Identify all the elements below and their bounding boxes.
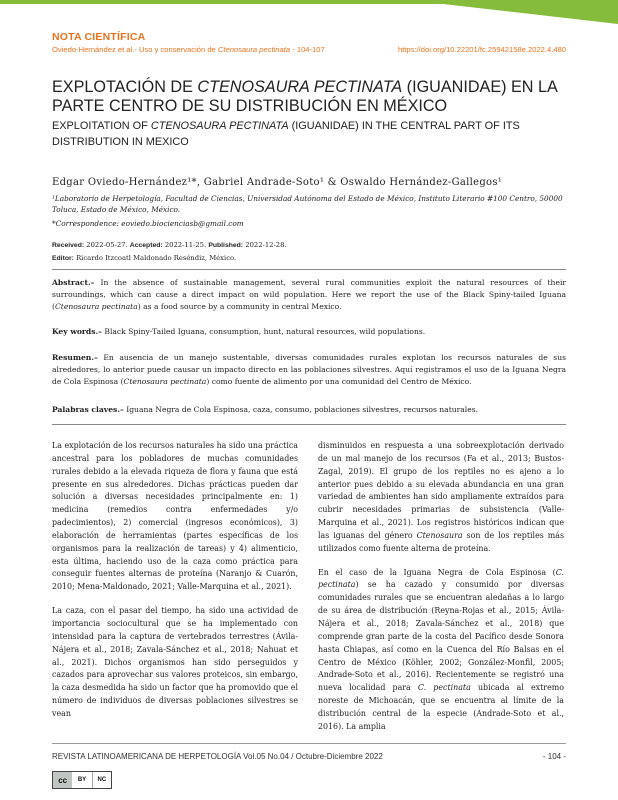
- page-number: - 104 -: [542, 752, 566, 761]
- keywords-english: Key words.– Black Spiny-Tailed Iguana, consumption, hunt, natural resources, wild populations.: [52, 327, 426, 336]
- author-list: Edgar Oviedo-Hernández¹*, Gabriel Andrade-Soto¹ & Oswaldo Hernández-Gallegos¹: [52, 177, 503, 188]
- editor-line: Editor: Ricardo Itzcoatl Maldonado Reséndiz, México.: [52, 254, 237, 262]
- cc-icon: cc: [53, 772, 72, 788]
- noncommercial-icon: NC: [92, 772, 111, 788]
- journal-footer: REVISTA LATINOAMERICANA DE HERPETOLOGÍA Vol.05 No.04 / Octubre-Diciembre 2022: [52, 752, 383, 761]
- abstract-spanish: Resumen.– En ausencia de un manejo sustentable, diversas comunidades rurales explotan los recursos naturales de sus alrededores, lo anterior puede causar un impacto directo en las poblaciones silvestres. Aquí registramos el uso de la Iguana Negra de Cola Espinosa (Ctenosaura pectinata) como fuente de alimento por una comunidad del Centro de México.: [52, 353, 566, 386]
- divider-bottom: [52, 424, 566, 425]
- article-title-english: EXPLOITATION OF CTENOSAURA PECTINATA (IGUANIDAE) IN THE CENTRAL PART OF ITS DISTRIBUTION IN MEXICO: [52, 120, 520, 148]
- body-column-right: [318, 440, 564, 734]
- section-label: NOTA CIENTÍFICA: [52, 31, 146, 43]
- header-green-corner: [408, 0, 618, 24]
- creative-commons-license-badge[interactable]: [52, 771, 112, 789]
- body-paragraph: disminuidos en respuesta a una sobreexplotación derivado de un mal manejo de los recursos (Fa et al., 2013; Bustos-Zagal, 2019). El grupo de los reptiles no es ajeno a lo anterior pues debido a su elevada abundancia en una gran variedad de ambientes han sido ampliamente extraídos para cubrir necesidades primarias de subsistencia (Valle-Marquina et al., 2021). Los registros históricos indican que las iguanas del género Ctenosaura son de los reptiles más utilizados como fuente alterna de proteína.: [318, 441, 564, 553]
- running-citation: Oviedo-Hernández et al.- Uso y conservación de Ctenosaura pectinata - 104-107: [52, 45, 325, 54]
- body-paragraph: En el caso de la Iguana Negra de Cola Espinosa (C. pectinata) se ha cazado y consumido por diversas comunidades rurales que se encuentran aledañas a lo largo de su área de distribución (Reyna-Rojas et al., 2015; Ávila-Nájera et al., 2018; Zavala-Sánchez et al., 2018) que comprende gran parte de la costa del Pacífico desde Sonora hasta Chiapas, así como en la Cuenca del Río Balsas en el Centro de México (Köhler, 2002; González-Monfil, 2005; Andrade-Soto et al., 2016). Recientemente se registró una nueva localidad para C. pectinata ubicada al extremo noreste de Michoacán, que se encuentra al límite de la distribución central de la especie (Andrade-Soto et al., 2016). La amplia: [318, 567, 564, 731]
- correspondence-email[interactable]: *Correspondence: eoviedo.biocienciasb@gmail.com: [52, 219, 244, 228]
- author-affiliation: ¹Laboratorio de Herpetología, Facultad de Ciencias, Universidad Autónoma del Estado de México, Instituto Literario #100 Centro, 50000 Toluca, Estado de México, México.: [52, 194, 563, 214]
- attribution-icon: BY: [72, 772, 91, 788]
- footer-divider: [52, 743, 566, 744]
- running-header: [52, 45, 566, 54]
- body-paragraph: La caza, con el pasar del tiempo, ha sido una actividad de importancia sociocultural que se ha implementado con intensidad para la captura de vertebrados terrestres (Ávila-Nájera et al., 2018; Zavala-Sánchez et al., 2018; Nahuat et al., 2021). Dichos organismos han sido perseguidos y cazados para aprovechar sus valores proteicos, sin embargo, la caza desmedida ha sido un factor que ha promovido que el número de individuos de diversas poblaciones silvestres se vean: [52, 606, 298, 718]
- abstract-english: Abstract.– In the absence of sustainable management, several rural communities exploit the natural resources of their surroundings, which can cause a direct impact on wild population. Here we report the use of the Black Spiny-tailed Iguana (Ctenosaura pectinata) as a food source by a community in central Mexico.: [52, 278, 566, 311]
- keywords-spanish: Palabras claves.– Iguana Negra de Cola Espinosa, caza, consumo, poblaciones silvestres, recursos naturales.: [52, 405, 479, 414]
- doi-link[interactable]: https://doi.org/10.22201/fc.25942158e.2022.4.480: [397, 45, 566, 54]
- body-paragraph: La explotación de los recursos naturales ha sido una práctica ancestral para los pobladores de muchas comunidades rurales debido a la elevada riqueza de flora y fauna que está presente en sus alrededores. Dichas prácticas pueden dar solución a diversas necesidades principalmente en: 1) medicina (remedios contra enfermedades y/o padecimientos), 2) comercial (ingresos económicos), 3) elaboración de herramientas (partes específicas de los organismos para la realización de tareas) y 4) alimenticio, esta última, haciendo uso de la caza como práctica para conseguir fuentes alternas de proteína (Naranjo & Cuarón, 2010; Mena-Maldonado, 2021; Valle-Marquina et al., 2021).: [52, 441, 298, 592]
- publication-dates: Received: 2022-05-27. Accepted: 2022-11-25. Published: 2022-12-28.: [52, 241, 287, 249]
- body-column-left: [52, 440, 298, 721]
- divider-top: [52, 269, 566, 270]
- article-title-spanish: EXPLOTACIÓN DE CTENOSAURA PECTINATA (IGUANIDAE) EN LA PARTE CENTRO DE SU DISTRIBUCIÓN EN MÉXICO: [52, 78, 557, 115]
